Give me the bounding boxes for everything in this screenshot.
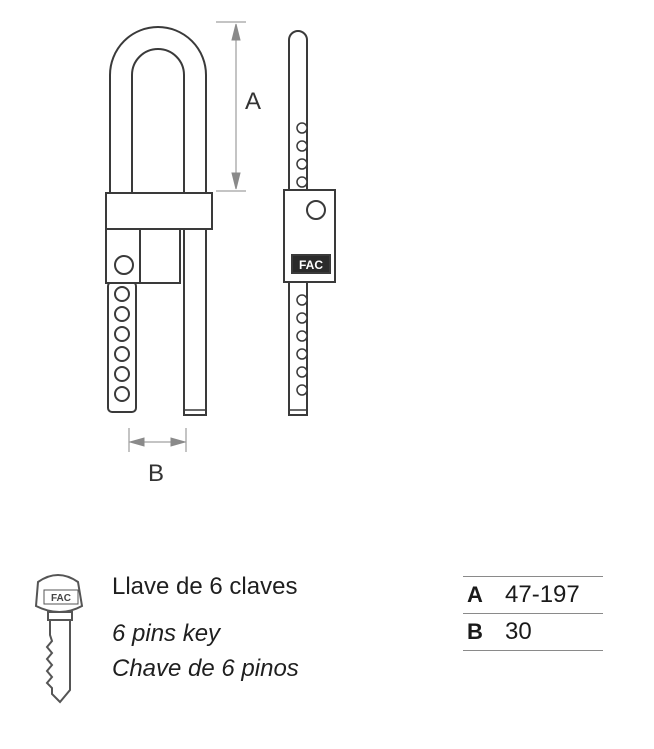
spec-value: 30	[505, 618, 532, 645]
spec-row-a	[463, 576, 603, 613]
key-blade	[47, 620, 70, 702]
lock-body-inset	[140, 229, 180, 283]
lock-front-view	[106, 27, 212, 415]
dimension-a-label: A	[245, 88, 262, 115]
spec-value: 47-197	[505, 581, 580, 608]
key-shoulder	[48, 612, 72, 620]
side-brand-mark: FAC	[299, 258, 323, 272]
key-description-es: Llave de 6 claves	[112, 573, 298, 600]
spec-letter: A	[467, 582, 483, 607]
spec-letter: B	[467, 619, 483, 644]
key-description-en: 6 pins key	[112, 620, 221, 647]
body-hole	[115, 256, 133, 274]
spec-row-b	[463, 613, 603, 651]
lock-body	[106, 193, 212, 229]
dimension-b-label: B	[148, 460, 165, 487]
side-body-hole	[307, 201, 325, 219]
lock-side-view	[284, 31, 335, 415]
spec-table	[463, 576, 603, 651]
dimension-b	[129, 428, 186, 452]
key-description-pt: Chave de 6 pinos	[112, 655, 299, 682]
key-brand-mark: FAC	[51, 593, 71, 604]
dimension-a	[216, 22, 246, 191]
